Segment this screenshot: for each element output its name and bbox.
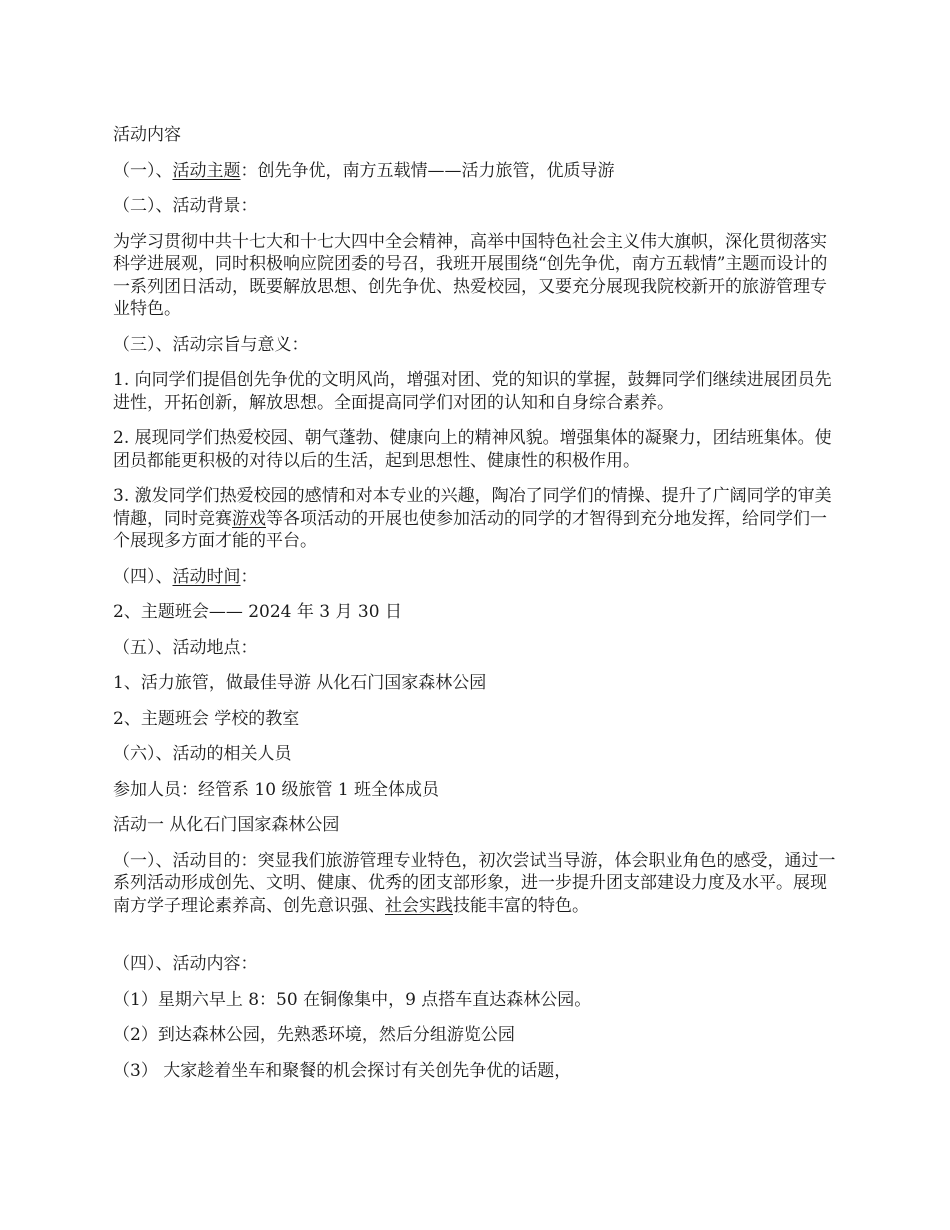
theme-line: （一）、活动主题：创先争优，南方五载情——活力旅管，优质导游 bbox=[113, 160, 615, 181]
content-item-1: （1）星期六早上 8：50 在铜像集中，9 点搭车直达森林公园。 bbox=[113, 989, 592, 1010]
participants: 参加人员：经管系 10 级旅管 1 班全体成员 bbox=[113, 779, 440, 800]
purpose-item-3: 3. 激发同学们热爱校园的感情和对本专业的兴趣，陶冶了同学们的情操、提升了广阔同学的审美情趣，同时竞赛游戏等各项活动的开展也使参加活动的同学的才智得到充分地发挥，给同学们一个展现多方面才能的平台。 bbox=[113, 486, 832, 551]
content-heading: （四）、活动内容： bbox=[113, 954, 258, 974]
location-heading: （五）、活动地点： bbox=[113, 637, 258, 658]
purpose-item-1: 1. 向同学们提倡创先争优的文明风尚，增强对团、党的知识的掌握，鼓舞同学们继续进展团员先进性，开拓创新，解放思想。全面提高同学们对团的认知和自身综合素养。 bbox=[113, 370, 832, 413]
section-heading: 活动内容 bbox=[113, 125, 181, 145]
time-heading: （四）、活动时间： bbox=[113, 566, 258, 587]
activity-one-title: 活动一 从化石门国家森林公园 bbox=[113, 815, 340, 835]
time-item: 2、主题班会—— 2024 年 3 月 30 日 bbox=[113, 602, 402, 622]
background-heading: （二）、活动背景： bbox=[113, 196, 258, 216]
social-practice-link[interactable]: 社会实践 bbox=[385, 895, 453, 916]
background-paragraph: 为学习贯彻中共十七大和十七大四中全会精神，高举中国特色社会主义伟大旗帜，深化贯彻落实科学进展观，同时积极响应院团委的号召，我班开展围绕“创先争优，南方五载情”主题而设计的一系列团日活动，既要解放思想、创先争优、热爱校园，又要充分展现我院校新开的旅游管理专业特色。 bbox=[113, 231, 828, 319]
activity-purpose: （一）、活动目的：突显我们旅游管理专业特色，初次尝试当导游，体会职业角色的感受，通过一系列活动形成创先、文明、健康、优秀的团支部形象，进一步提升团支部建设力度及水平。展现南方学子理论素养高、创先意识强、社会实践技能丰富的特色。 bbox=[113, 850, 836, 916]
time-link[interactable]: 活动时间 bbox=[172, 566, 241, 587]
purpose-item-2: 2. 展现同学们热爱校园、朝气蓬勃、健康向上的精神风貌。增强集体的凝聚力，团结班集体。使团员都能更积极的对待以后的生活，起到思想性、健康性的积极作用。 bbox=[113, 428, 832, 471]
content-item-3: （3） 大家趁着坐车和聚餐的机会探讨有关创先争优的话题， bbox=[113, 1060, 572, 1081]
location-item-2: 2、主题班会 学校的教室 bbox=[113, 708, 300, 729]
game-link[interactable]: 游戏 bbox=[232, 508, 266, 529]
purpose-heading: （三）、活动宗旨与意义： bbox=[113, 334, 309, 355]
document-body bbox=[113, 124, 843, 1095]
location-item-1: 1、活力旅管，做最佳导游 从化石门国家森林公园 bbox=[113, 673, 487, 693]
content-item-2: （2）到达森林公园，先熟悉环境，然后分组游览公园 bbox=[113, 1025, 515, 1045]
people-heading: （六）、活动的相关人员 bbox=[113, 744, 292, 764]
theme-link[interactable]: 活动主题 bbox=[172, 160, 241, 181]
